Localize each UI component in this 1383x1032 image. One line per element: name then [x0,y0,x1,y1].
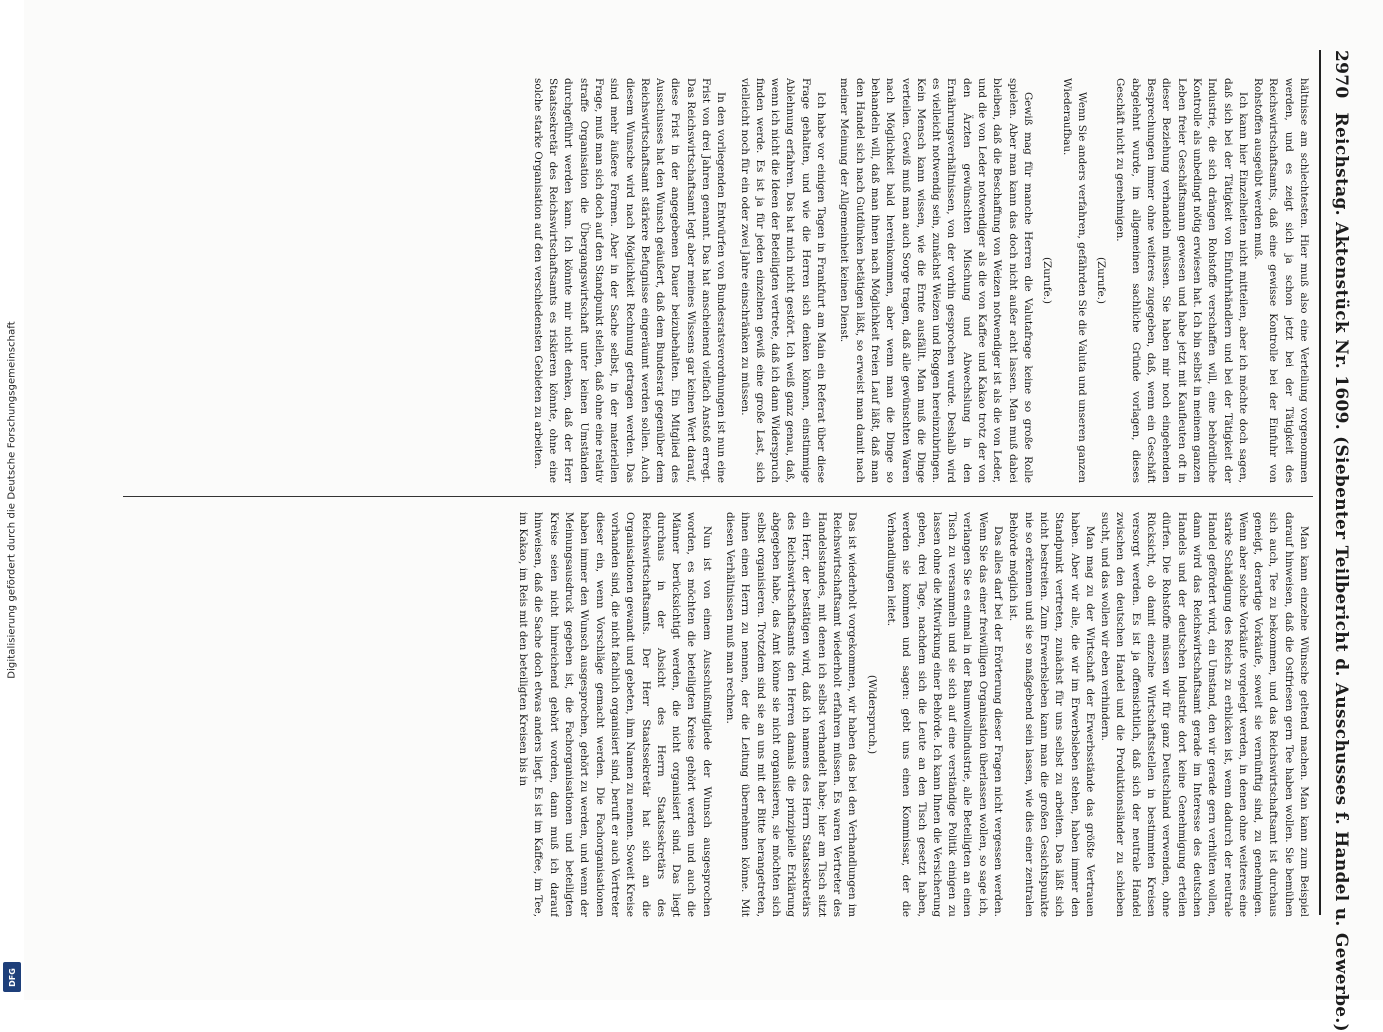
paragraph: Nun ist von einem Ausschußmitgliede der Wunsch ausgesprochen worden, es möchten die beteiligten Kreise gehört werden und auch die Männer berücksichtigt werden, die nicht organisiert sind. Das liegt durchaus in der Absicht des Herrn Staatssekretärs des Reichswirtschaftsamts. Der Herr Staatssekretär hat sich an die Organisationen gewandt und gebeten, ihm Namen zu nennen. Soweit Kreise vorhanden sind, die nicht fachlich organisiert sind, beruft er auch Vertreter dieser ein, wenn Vorschläge gemacht werden. Die Fachorganisationen haben immer den Wunsch ausgesprochen, gehört zu werden, und wenn der Meinungsausdruck gegeben ist, die Fachorganisationen und beteiligten Kreise seien nicht hinreichend gehört worden, dann muß ich darauf hinweisen, daß die Sache doch etwas anders liegt. Es ist im Kaffee, im Tee, im Kakao, im Reis mit den beteiligten Kreisen bis in [517,512,713,917]
interjection: (Zurufe.) [1095,257,1108,304]
header-rule [1319,50,1321,915]
dfg-logo [3,962,21,992]
paragraph: Man kann einzelne Wünsche geltend machen. Man kann zum Beispiel darauf hinweisen, daß die Ostfriesen gern Tee haben wollen. Sie bemühen sich auch, Tee zu bekommen, und das Reichswirtschaftsamt ist durchaus geneigt, derartige Vorkäufe, soweit sie vernünftig sind, zu genehmigen. Wenn aber solche Vorkäufe vorgelegt werden, in denen ohne weiteres eine starke Schädigung des Reichs zu erblicken ist, wenn dadurch der neutrale Handel gefördert wird, ein Umstand, den wir gerade gern verhüten wollen, dann wird das Reichswirtschaftsamt gerade im Interesse des deutschen Handels und der deutschen Industrie dort keine Genehmigung erteilen dürfen. Die Rohstoffe müssen wir für ganz Deutschland verwenden, ohne Rücksicht, ob damit einzelne Wirtschaftsstellen in bestimmten Kreisen versorgt werden. Es ist ja offensichtlich, daß sich der neutrale Handel zwischen den deutschen Handel und die Produktionsländer zu schieben sucht, und das wollen wir eben verhindern. [1099,512,1310,917]
paragraph: Das alles darf bei der Erörterung dieser Fragen nicht vergessen werden. Wenn Sie das einer freiwilligen Organisation überlassen wollen, so sage ich, verlangen Sie es einmal in der Baumwollindustrie, alle Beteiligten an einen Tisch zu versammeln und sie sich auf eine verständige Politik einigen zu lassen ohne die Mitwirkung einer Behörde. Ich kann Ihnen die Versicherung geben, drei Tage, nachdem sich die Leute an den Tisch gesetzt haben, werden sie kommen und sagen: gebt uns einen Kommissar, der die Verhandlungen leitet. [884,512,1005,917]
interjection: (Zurufe.) [1041,257,1054,304]
page-number: 2970 [1331,50,1351,99]
page-header [1331,50,1351,1032]
scanned-page [24,0,1383,1032]
right-column [121,512,1311,917]
paragraph: hältnisse am schlechtesten. Hier muß also eine Verteilung vorgenommen werden, und es zeigt sich ja schon jetzt bei der Tätigkeit des Reichswirtschaftsamts, daß eine gewisse Kontrolle bei der Einfuhr von Rohstoffen ausgeübt werden muß. [1252,78,1310,483]
funding-notice: Digitalisierung gefördert durch die Deutsche Forschungsgemeinschaft [6,321,18,679]
paragraph: In den vorliegenden Entwürfen von Bundesratsverordnungen ist nun eine Frist von drei Jahren genannt. Das hat anscheinend vielfach Anstoß erregt. Das Reichswirtschaftsamt legt aber meines Wissens gar keinen Wert darauf, diese Frist in der angegebenen Dauer beizubehalten. Ein Mitglied des Ausschusses hat den Wunsch geäußert, daß dem Bundesrat gegenüber dem Reichswirtschaftsamt stärkere Befugnisse eingeräumt werden sollen. Auch diesem Wunsche wird nach Möglichkeit Rechnung getragen werden. Das sind mehr äußere Formen. Aber in der Sache selbst, in der materiellen Frage, muß man sich doch auf den Standpunkt stellen, daß ohne eine relativ straffe Organisation die Übergangswirtschaft unter keinen Umständen durchgeführt werden kann. Ich könnte mir nicht denken, daß der Herr Staatssekretär des Reichswirtschaftsamts es riskieren könnte, ohne eine solche starke Organisation auf den verschiedensten Gebieten zu arbeiten. [531,78,728,483]
sidebar [0,0,24,1000]
left-column [121,78,1311,483]
dfg-logo-text: DFG [7,967,17,987]
paragraph: Ich habe vor einigen Tagen in Frankfurt am Main ein Referat über diese Frage gehalten, und wie die Herren sich denken können, einstimmige Ablehnung erfahren. Das hat mich nicht gestört. Ich weiß ganz genau, daß, wenn ich nicht die Ideen der Beteiligten vertrete, daß ich dann Widerspruch finden werde. Es ist ja für jeden einzelnen gewiß eine große Last, sich vielleicht noch für ein oder zwei Jahre einschränken zu müssen. [738,78,828,483]
paragraph: Man mag zu der Wirtschaft der Erwerbsstände das größte Vertrauen haben. Aber wir alle, die wir im Erwerbsleben stehen, haben immer den Standpunkt vertreten, zunächst für uns selbst zu arbeiten. Das läßt sich nicht bestreiten. Zum Erwerbsleben kann man die großen Gesichtspunkte nie so erkennen und sie so maßgebend sein lassen, wie dies einer zentralen Behörde möglich ist. [1007,512,1096,917]
paragraph: Gewiß mag für manche Herren die Valutafrage keine so große Rolle spielen. Aber man kann das doch nicht außer acht lassen. Man muß dabei bleiben, daß die Beschaffung von Weizen notwendiger ist als die von Leder, und die von Leder notwendiger als die von Kaffee und Kakao trotz der von den Ärzten gewünschten Mischung und Abwechslung in den Ernährungsverhältnissen, von der vorhin gesprochen wurde. Deshalb wird es vielleicht notwendig sein, zunächst Weizen und Roggen hereinzubringen. Kein Mensch kann wissen, wie die Ernte ausfällt. Man muß die Dinge verteilen. Gewiß muß man auch Sorge tragen, daß alle gewünschten Waren nach Möglichkeit bald hereinkommen, aber wenn man die Dinge so behandeln will, daß man ihnen nach Möglichkeit freien Lauf läßt, daß man den Handel sich nach Gutdünken betätigen läßt, so erweist man damit nach meiner Meinung der Allgemeinheit keinen Dienst. [838,78,1034,483]
interjection: (Widerspruch.) [865,674,878,755]
column-divider [123,496,1313,497]
paragraph: Wenn Sie anders verfahren, gefährden Sie die Valuta und unseren ganzen Wiederaufbau. [1060,78,1088,483]
paragraph: Das ist wiederholt vorgekommen, wir haben das bei den Verhandlungen im Reichswirtschaftsamt wiederholt erfahren müssen. Es waren Vertreter des Handelsstandes, mit denen ich selbst verhandelt habe; hier am Tisch sitzt ein Herr, der bestätigen wird, daß ich namens des Herrn Staatssekretärs des Reichswirtschaftsamts den Herren damals die prinzipielle Erklärung abgegeben habe, das Amt könne sie nicht organisieren, sie möchten sich selbst organisieren. Trotzdem sind sie an uns mit der Bitte herangetreten, ihnen einen Herrn zu nennen, der die Leitung übernehmen könne. Mit diesen Verhältnissen muß man rechnen. [724,512,859,917]
page-content [24,0,1383,1032]
header-title: Reichstag. Aktenstück Nr. 1609. (Siebenter Teilbericht d. Ausschusses f. Handel u. Gewerbe.) [1331,112,1351,1032]
paragraph: Ich kann hier Einzelheiten nicht mitteilen, aber ich möchte doch sagen, daß sich bei der Tätigkeit von Einfuhrhändlern und bei der Tätigkeit der Industrie, die sich drängen Rohstoffe verschaffen will, eine behördliche Kontrolle als unbedingt nötig erwiesen hat. Ich bin selbst in meinem ganzen Leben freier Geschäftsmann gewesen und habe jetzt mit Kaufleuten oft in dieser Beziehung verhandeln müssen. Sie haben mir noch eingehenden Besprechungen immer ohne weiteres zugegeben, daß, wenn ein Geschäft abgelehnt wurde, im allgemeinen sachliche Gründe vorlagen, dieses Geschäft nicht zu genehmigen. [1114,78,1249,483]
